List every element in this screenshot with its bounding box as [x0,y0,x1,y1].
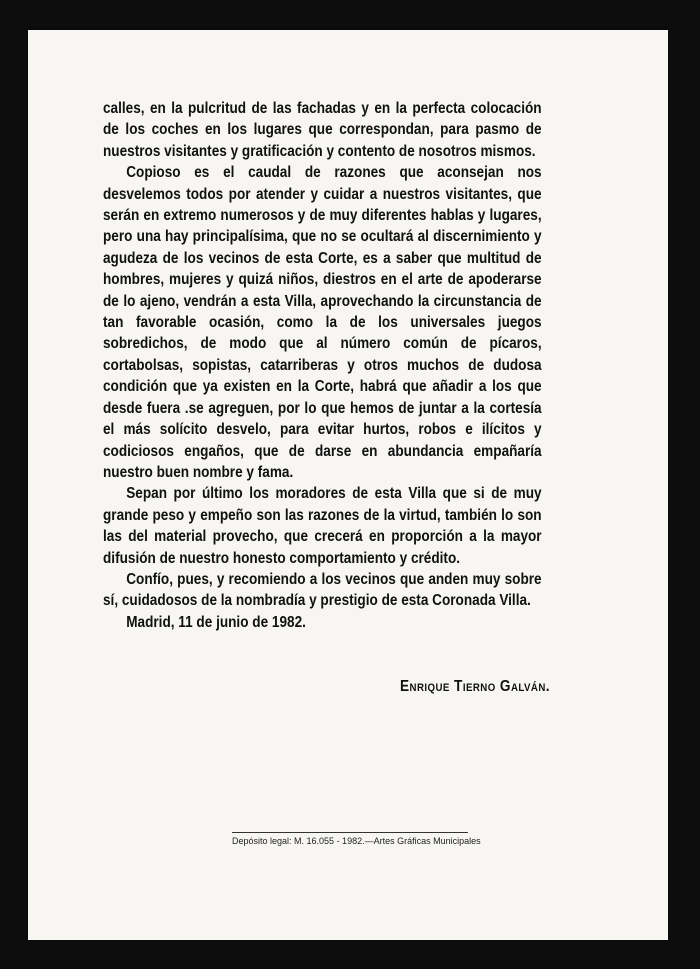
footer-divider [232,832,468,833]
paragraph-3: Sepan por último los moradores de esta Villa que si de muy grande peso y empeño son las razones de la virtud, también lo son las del material provecho, que crecerá en proporción a la mayor difusión de nuestro honesto comportamiento y crédito. [103,485,542,567]
paragraph-4: Confío, pues, y recomiendo a los vecinos que anden muy sobre sí, cuidadosos de la nombradía y prestigio de esta Coronada Villa. [103,570,542,610]
legal-deposit-footer: Depósito legal: M. 16.055 - 1982.—Artes Gráficas Municipales [232,836,481,846]
body-text [103,98,542,633]
paragraph-1: calles, en la pulcritud de las fachadas y en la perfecta colocación de los coches en los lugares que correspondan, para pasmo de nuestros visitantes y gratificación y contento de nosotros mismos. [103,100,542,160]
paragraph-2: Copioso es el caudal de razones que aconsejan nos desvelemos todos por atender y cuidar a nuestros visitantes, que serán en extremo numerosos y de muy diferentes hablas y lugares, pero una hay principalísima, que no se ocultará al discernimiento y agudeza de los vecinos de esta Corte, es a saber que multitud de hombres, mujeres y quizá niños, diestros en el arte de apoderarse de lo ajeno, vendrán a esta Villa, aprovechando la circunstancia de tan favorable ocasión, como la de los universales juegos sobredichos, de modo que al número común de pícaros, cortabolsas, sopistas, catarriberas y otros muchos de dudosa condición que ya existen en la Corte, habrá que añadir a los que desde fuera .se agreguen, por lo que hemos de juntar a la cortesía el más solícito desvelo, para evitar hurtos, robos e ilícitos y codiciosos engaños, que de darse en abundancia empañaría nuestro buen nombre y fama. [103,164,542,481]
signature: Enrique Tierno Galván. [400,678,551,695]
date-line: Madrid, 11 de junio de 1982. [126,613,306,631]
document-page [28,30,668,940]
